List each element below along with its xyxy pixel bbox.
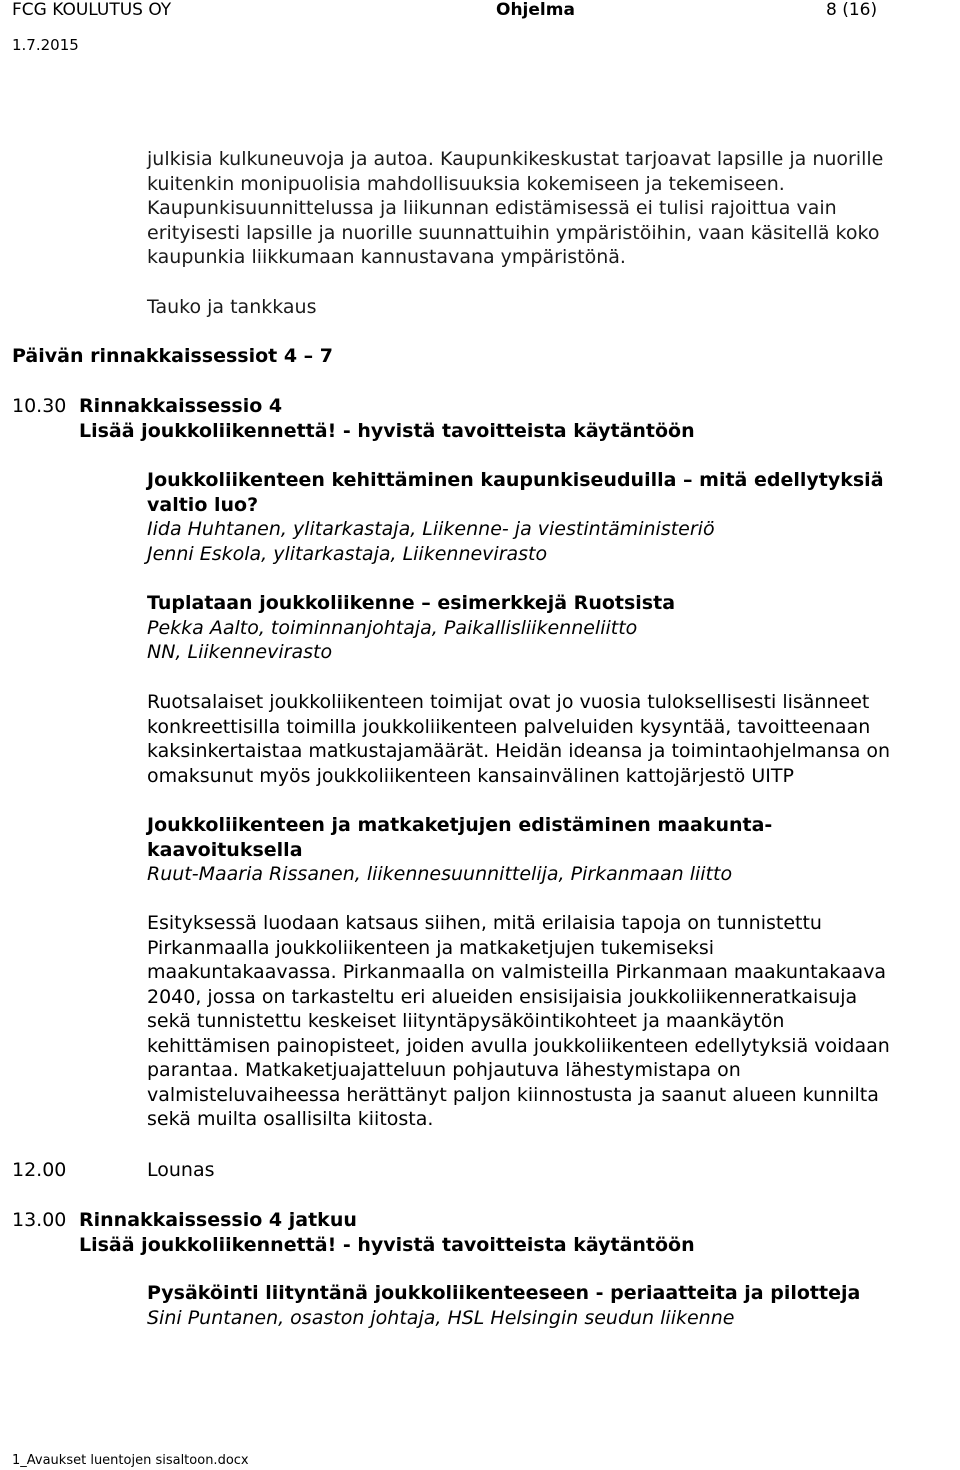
description-line: konkreettisilla toimilla joukkoliikenteen palveluiden kysyntää, tavoitteenaan bbox=[147, 715, 871, 738]
description-line: Pirkanmaalla joukkoliikenteen ja matkaketjujen tukemiseksi bbox=[147, 936, 714, 959]
intro-line: Kaupunkisuunnittelussa ja liikunnan edistämisessä ei tulisi rajoittua vain bbox=[147, 197, 837, 219]
description-line: maakuntakaavassa. Pirkanmaalla on valmisteilla Pirkanmaan maakuntakaava bbox=[147, 961, 887, 983]
session-time: 13.00 bbox=[12, 1209, 67, 1231]
talk-speaker: Pekka Aalto, toiminnanjohtaja, Paikallisliikenneliitto bbox=[147, 616, 638, 639]
session-time: 10.30 bbox=[12, 395, 67, 417]
talk-speaker: Jenni Eskola, ylitarkastaja, Liikennevirasto bbox=[147, 542, 548, 565]
break-item: Tauko ja tankkaus bbox=[147, 296, 317, 318]
session-subtitle: Lisää joukkoliikennettä! - hyvistä tavoitteista käytäntöön bbox=[79, 1234, 695, 1256]
talk-matkaketjujen-edistaminen bbox=[147, 813, 772, 887]
session-subtitle: Lisää joukkoliikennettä! - hyvistä tavoitteista käytäntöön bbox=[79, 420, 695, 442]
talk-speaker: NN, Liikennevirasto bbox=[147, 641, 333, 663]
description-line: omaksunut myös joukkoliikenteen kansainvälinen kattojärjestö UITP bbox=[147, 764, 794, 787]
lunch-time: 12.00 bbox=[12, 1159, 67, 1181]
talk-title-line: kaavoituksella bbox=[147, 838, 303, 861]
header-page-number: 8 (16) bbox=[826, 0, 878, 20]
talk-title-line: Joukkoliikenteen kehittäminen kaupunkiseuduilla – mitä edellytyksiä bbox=[147, 469, 884, 491]
talk-description bbox=[147, 911, 890, 1132]
description-line: Ruotsalaiset joukkoliikenteen toimijat ovat jo vuosia tuloksellisesti lisänneet bbox=[147, 691, 870, 713]
footer-filename: 1_Avaukset luentojen sisaltoon.docx bbox=[12, 1453, 249, 1468]
intro-line: julkisia kulkuneuvoja ja autoa. Kaupunkikeskustat tarjoavat lapsille ja nuorille bbox=[147, 148, 884, 170]
session-title: Rinnakkaissessio 4 jatkuu bbox=[79, 1209, 357, 1231]
intro-line: kaupunkia liikkumaan kannustavana ympäristönä. bbox=[147, 246, 626, 268]
talk-speaker: Sini Puntanen, osaston johtaja, HSL Helsingin seudun liikenne bbox=[147, 1306, 735, 1329]
description-line: valmisteluvaiheessa herättänyt paljon kiinnostusta ja saanut alueen kunnilta bbox=[147, 1083, 879, 1106]
intro-paragraph bbox=[147, 147, 883, 270]
talk-description bbox=[147, 690, 890, 788]
talk-title: Pysäköinti liityntänä joukkoliikenteeseen - periaatteita ja pilotteja bbox=[147, 1282, 861, 1304]
talk-tuplataan-joukkoliikenne bbox=[147, 591, 675, 665]
talk-title-line: Joukkoliikenteen ja matkaketjujen edistäminen maakunta- bbox=[147, 814, 773, 836]
description-line: 2040, jossa on tarkasteltu eri alueiden ensisijaisia joukkoliikenneratkaisuja bbox=[147, 985, 858, 1008]
talk-speaker: Iida Huhtanen, ylitarkastaja, Liikenne- ja viestintäministeriö bbox=[147, 518, 715, 540]
talk-title-line: valtio luo? bbox=[147, 493, 259, 516]
header-org: FCG KOULUTUS OY bbox=[12, 0, 172, 20]
intro-line: erityisesti lapsille ja nuorille suunnattuihin ympäristöihin, vaan käsitellä koko bbox=[147, 221, 880, 244]
description-line: parantaa. Matkaketjuajatteluun pohjautuva lähestymistapa on bbox=[147, 1059, 741, 1081]
talk-speaker: Ruut-Maaria Rissanen, liikennesuunnittelija, Pirkanmaan liitto bbox=[147, 863, 733, 885]
header-date: 1.7.2015 bbox=[12, 36, 79, 54]
description-line: Esityksessä luodaan katsaus siihen, mitä erilaisia tapoja on tunnistettu bbox=[147, 912, 822, 934]
session-title: Rinnakkaissessio 4 bbox=[79, 395, 283, 417]
section-heading: Päivän rinnakkaissessiot 4 – 7 bbox=[12, 345, 334, 367]
description-line: sekä muilta osallisilta kiitosta. bbox=[147, 1108, 434, 1130]
intro-line: kuitenkin monipuolisia mahdollisuuksia kokemiseen ja tekemiseen. bbox=[147, 172, 785, 195]
talk-title: Tuplataan joukkoliikenne – esimerkkejä Ruotsista bbox=[147, 592, 676, 614]
talk-joukkoliikenteen-kehittaminen bbox=[147, 468, 884, 566]
description-line: kaksinkertaistaa matkustajamäärät. Heidän ideansa ja toimintaohjelmansa on bbox=[147, 740, 891, 762]
talk-pysakointi-liityntana bbox=[147, 1281, 860, 1330]
header-title: Ohjelma bbox=[496, 0, 575, 20]
description-line: kehittämisen painopisteet, joiden avulla joukkoliikenteen edellytyksiä voidaan bbox=[147, 1034, 890, 1057]
description-line: sekä tunnistettu keskeiset liityntäpysäköintikohteet ja maankäytön bbox=[147, 1010, 785, 1032]
lunch-label: Lounas bbox=[147, 1159, 215, 1181]
